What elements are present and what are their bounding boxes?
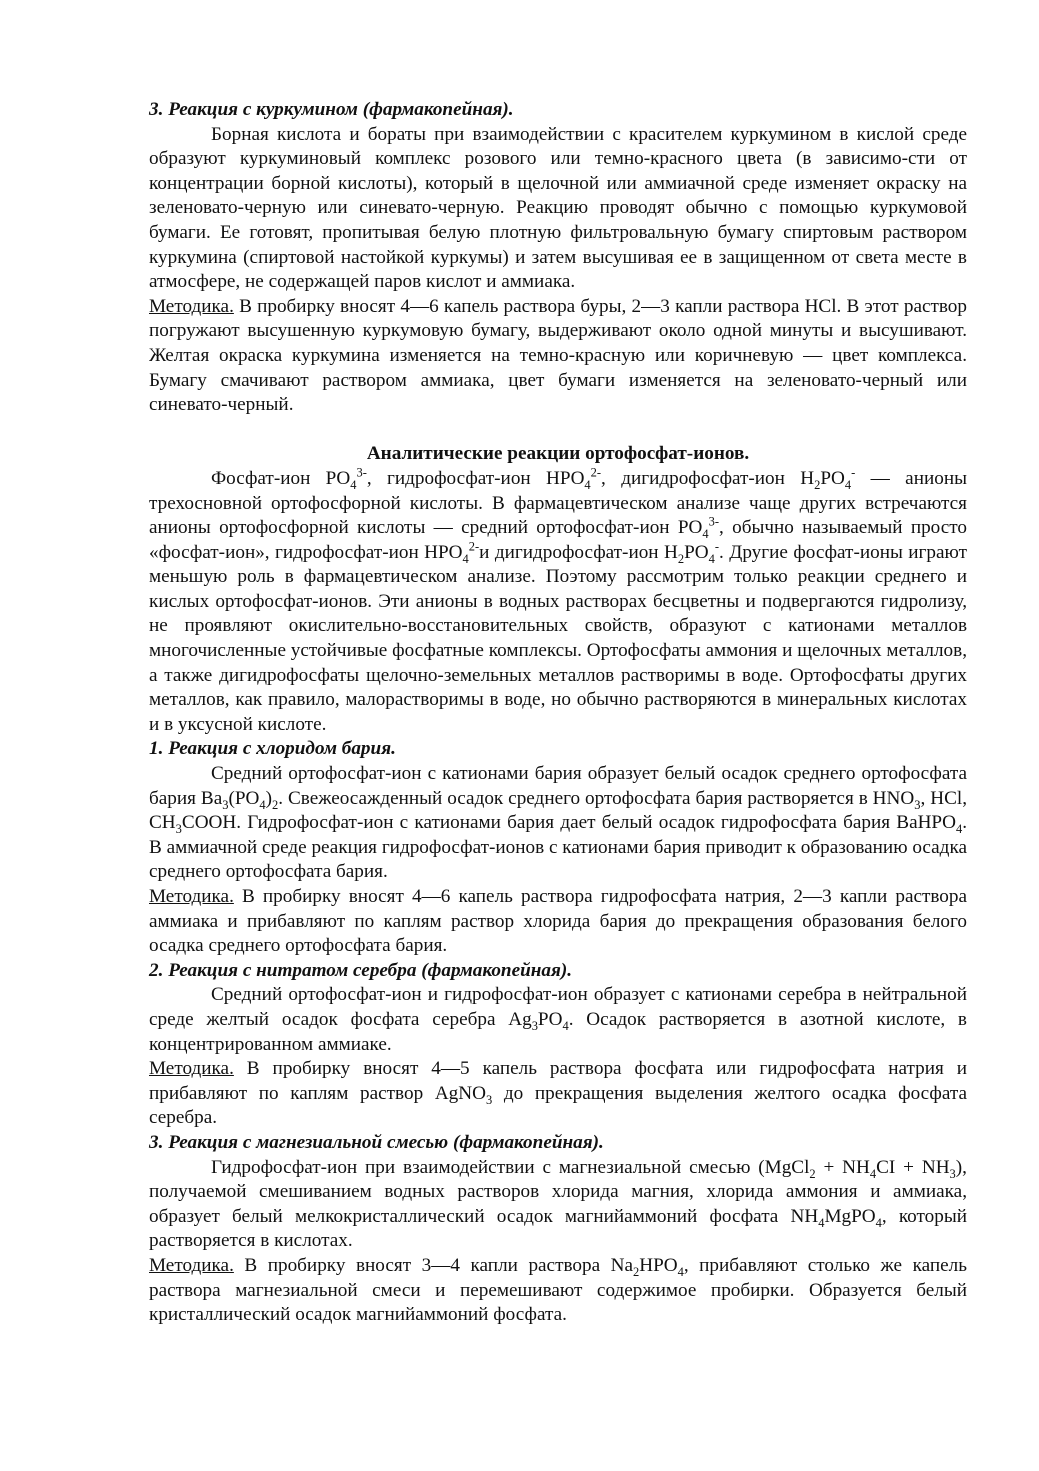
paragraph-silver-method: Методика. В пробирку вносят 4—5 капель раствора фосфата или гидрофосфата натрия и прибавляют по каплям раствор AgNO$_3$ до прекращения выделения желтого осадка фосфата серебра. — [149, 1058, 968, 1129]
method-label: Методика. — [149, 295, 234, 317]
section-title-phosphate: Аналитические реакции ортофосфат-ионов. — [366, 443, 750, 465]
paragraph-curcumin-method — [149, 295, 967, 418]
section-heading-magnesia: 3. Реакция с магнезиальной смесью (фармакопейная). — [149, 1131, 604, 1153]
method-label: Методика. — [149, 1254, 234, 1276]
section-heading-barium: 1. Реакция с хлоридом бария. — [149, 738, 396, 760]
paragraph-silver-description: Средний ортофосфат-ион и гидрофосфат-ион образует с катионами серебра в нейтральной среде желтый осадок фосфата серебра $Ag_3PO_4$. Осадок растворяется в азотной кислоте, в концентрированном аммиаке. — [149, 984, 967, 1055]
paragraph-curcumin-description: Борная кислота и бораты при взаимодействии с красителем куркумином в кислой среде образуют куркуминовый комплекс розового или темно-красного цвета (в зависимо-сти от концентрации борной кислоты), который в щелочной или аммиачной среде изменяет окраску на зеленовато-черную или синевато-черную. Реакцию проводят обычно с помощью куркумовой бумаги. Ее готовят, пропитывая белую плотную фильтровальную бумагу спиртовым раствором куркумина (спиртовой настойкой куркумы) и затем высушивая ее в защищенном от света месте в атмосфере, не содержащей паров кислот и аммиака. — [149, 123, 967, 293]
document-page — [149, 98, 967, 1328]
paragraph-barium-method — [149, 885, 967, 959]
section-heading-curcumin: 3. Реакция с куркумином (фармакопейная). — [149, 99, 514, 120]
method-text: В пробирку вносят 4—6 капель раствора буры, 2—3 капли раствора HCl. В этот раствор погружают высушенную куркумовую бумагу, выдерживают около одной минуты и высушивают. Желтая окраска куркумина изменяется на темно-красную или коричневую — цвет комплекса. Бумагу смачивают раствором аммиака, цвет бумаги изменяется на зеленовато-черный или синевато-черный. — [149, 295, 967, 416]
section-heading-silver: 2. Реакция с нитратом серебра (фармакопейная). — [149, 959, 573, 981]
paragraph-phosphate-intro: Фосфат-ион $PO_4^{3-}$, гидрофосфат-ион $HPO_4^{2-}$, дигидрофосфат-ион $H_2PO_4^-$ — анионы трехосновной ортофосфорной кислоты. В фармацевтическом анализе чаще других встречаются анионы ортофосфорной кислоты — средний ортофосфат-ион $PO_4^{3-}$, обычно называемый просто «фосфат-ион», гидрофосфат-ион $HPO_4^{2-}и$ дигидрофосфат-ион $H_2PO_4^-$. Другие фосфат-ионы играют меньшую роль в фармацевтическом анализе. Поэтому рассмотрим только реакции среднего и кислых ортофосфат-ионов. Эти анионы в водных растворах бесцветны и подвергаются гидролизу, не проявляют окислительно-восстановительных свойств, образуют с катионами металлов многочисленные устойчивые фосфатные комплексы. Ортофосфаты аммония и щелочных металлов, а также дигидрофосфаты щелочно-земельных металлов растворимы в воде. Ортофосфаты других металлов, как правило, малорастворимы в воде, но обычно растворяются в минеральных кислотах и в уксусной кислоте. — [149, 465, 967, 735]
method-label: Методика. — [149, 1058, 234, 1080]
method-label: Методика. — [149, 886, 234, 907]
spacer — [149, 418, 967, 443]
method-text: В пробирку вносят 4—6 капель раствора гидрофосфата натрия, 2—3 капли раствора аммиака и прибавляют по каплям раствор хлорида бария до прекращения образования белого осадка среднего ортофосфата бария. — [149, 886, 967, 957]
paragraph-magnesia-method: Методика. В пробирку вносят 3—4 капли раствора $Na_2HPO_4$, прибавляют столько же капель раствора магнезиальной смеси и перемешивают содержимое пробирки. Образуется белый кристаллический осадок магнийаммоний фосфата. — [149, 1254, 967, 1326]
paragraph-magnesia-description: Гидрофосфат-ион при взаимодействии с магнезиальной смесью (MgCl$_2$ + $NH_4CI + NH_3$), получаемой смешиванием водных растворов хлорида магния, хлорида аммония и аммиака, образует белый мелкокристаллический осадок магнийаммоний фосфата $NH_4MgPO_4$, который растворяется в кислотах. — [149, 1156, 967, 1252]
paragraph-barium-description: Средний ортофосфат-ион с катионами бария образует белый осадок среднего ортофосфата бария $Ba_3(PO_4)_2$. Свежеосажденный осадок среднего ортофосфата бария растворяется в $HNO_3$, HCl, $CH_3COOH$. Гидрофосфат-ион с катионами бария дает белый осадок гидрофосфата бария BaHPO$_4$. В аммиачной среде реакция гидрофосфат-ионов с катионами бария приводит к образованию осадка среднего ортофосфата бария. — [149, 763, 967, 883]
